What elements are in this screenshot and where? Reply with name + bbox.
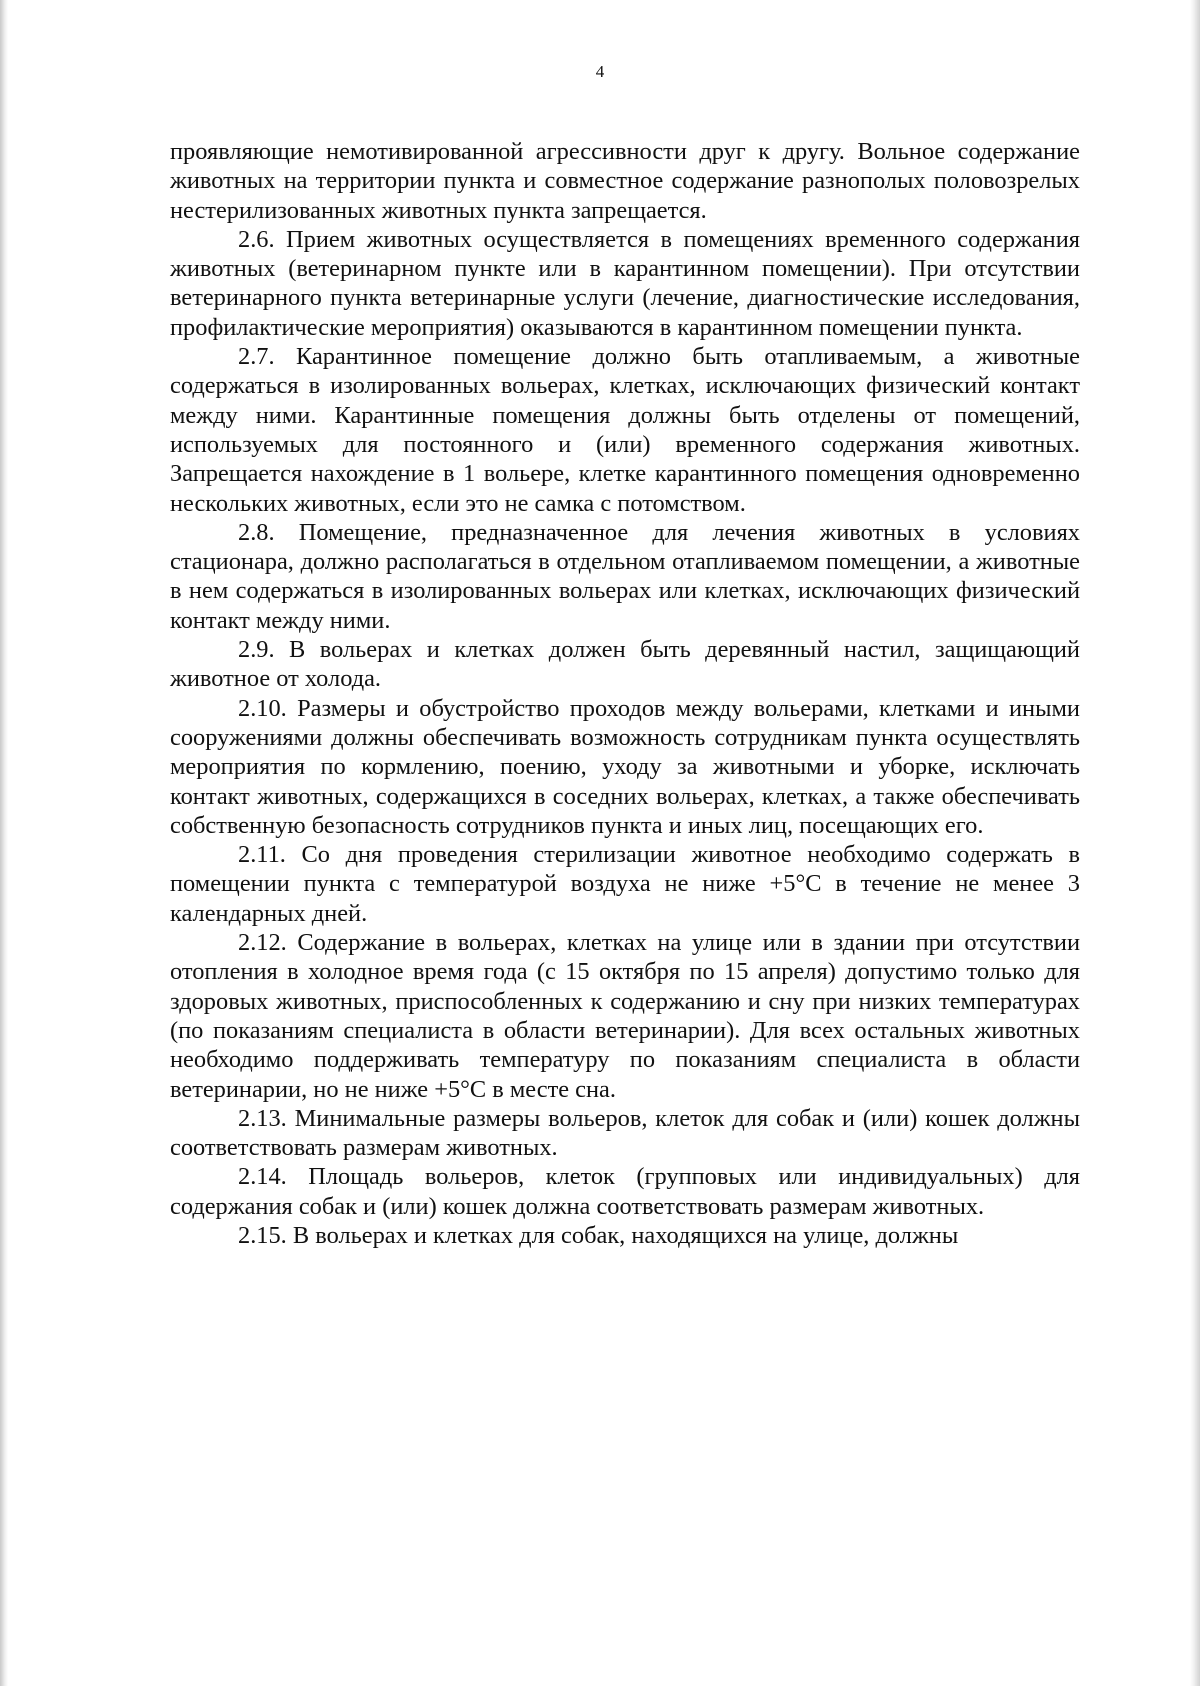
paragraph-2-15: 2.15. В вольерах и клетках для собак, находящихся на улице, должны [238,1221,959,1249]
paragraph-2-11: 2.11. Со дня проведения стерилизации животное необходимо содержать в помещении пункта с температурой воздуха не ниже +5°С в течение не менее 3 календарных дней. [170,841,1080,927]
document-body [170,137,1080,1250]
scan-edge-left [0,0,8,1686]
paragraph-2-10: 2.10. Размеры и обустройство проходов между вольерами, клетками и иными сооружениями должны обеспечивать возможность сотрудникам пункта осуществлять мероприятия по кормлению, поению, уходу за животными и уборке, исключать контакт животных, содержащихся в соседних вольерах, клетках, а также обеспечивать собственную безопасность сотрудников пункта и иных лиц, посещающих его. [170,694,1080,839]
paragraph-2-14: 2.14. Площадь вольеров, клеток (групповых или индивидуальных) для содержания собак и (или) кошек должна соответствовать размерам животных. [170,1163,1080,1220]
paragraph-2-6: 2.6. Прием животных осуществляется в помещениях временного содержания животных (ветеринарном пункте или в карантинном помещении). При отсутствии ветеринарного пункта ветеринарные услуги (лечение, диагностические исследования, профилактические мероприятия) оказываются в карантинном помещении пункта. [170,225,1080,341]
paragraph-continuation: проявляющие немотивированной агрессивности друг к другу. Вольное содержание животных на территории пункта и совместное содержание разнополых половозрелых нестерилизованных животных пункта запрещается. [170,138,1080,224]
paragraph-2-7: 2.7. Карантинное помещение должно быть отапливаемым, а животные содержаться в изолированных вольерах, клетках, исключающих физический контакт между ними. Карантинные помещения должны быть отделены от помещений, используемых для постоянного и (или) временного содержания животных. Запрещается нахождение в 1 вольере, клетке карантинного помещения одновременно нескольких животных, если это не самка с потомством. [170,343,1080,517]
paragraph-2-8: 2.8. Помещение, предназначенное для лечения животных в условиях стационара, должно располагаться в отдельном отапливаемом помещении, а животные в нем содержаться в изолированных вольерах или клетках, исключающих физический контакт между ними. [170,518,1080,634]
page-number: 4 [595,62,605,81]
paragraph-2-9: 2.9. В вольерах и клетках должен быть деревянный настил, защищающий животное от холода. [170,636,1080,693]
paragraph-2-12: 2.12. Содержание в вольерах, клетках на улице или в здании при отсутствии отопления в холодное время года (с 15 октября по 15 апреля) допустимо только для здоровых животных, приспособленных к содержанию и сну при низких температурах (по показаниям специалиста в области ветеринарии). Для всех остальных животных необходимо поддерживать температуру по показаниям специалиста в области ветеринарии, но не ниже +5°С в месте сна. [170,929,1080,1103]
scan-edge-right [1190,0,1200,1686]
paragraph-2-13: 2.13. Минимальные размеры вольеров, клеток для собак и (или) кошек должны соответствовать размерам животных. [170,1104,1080,1162]
